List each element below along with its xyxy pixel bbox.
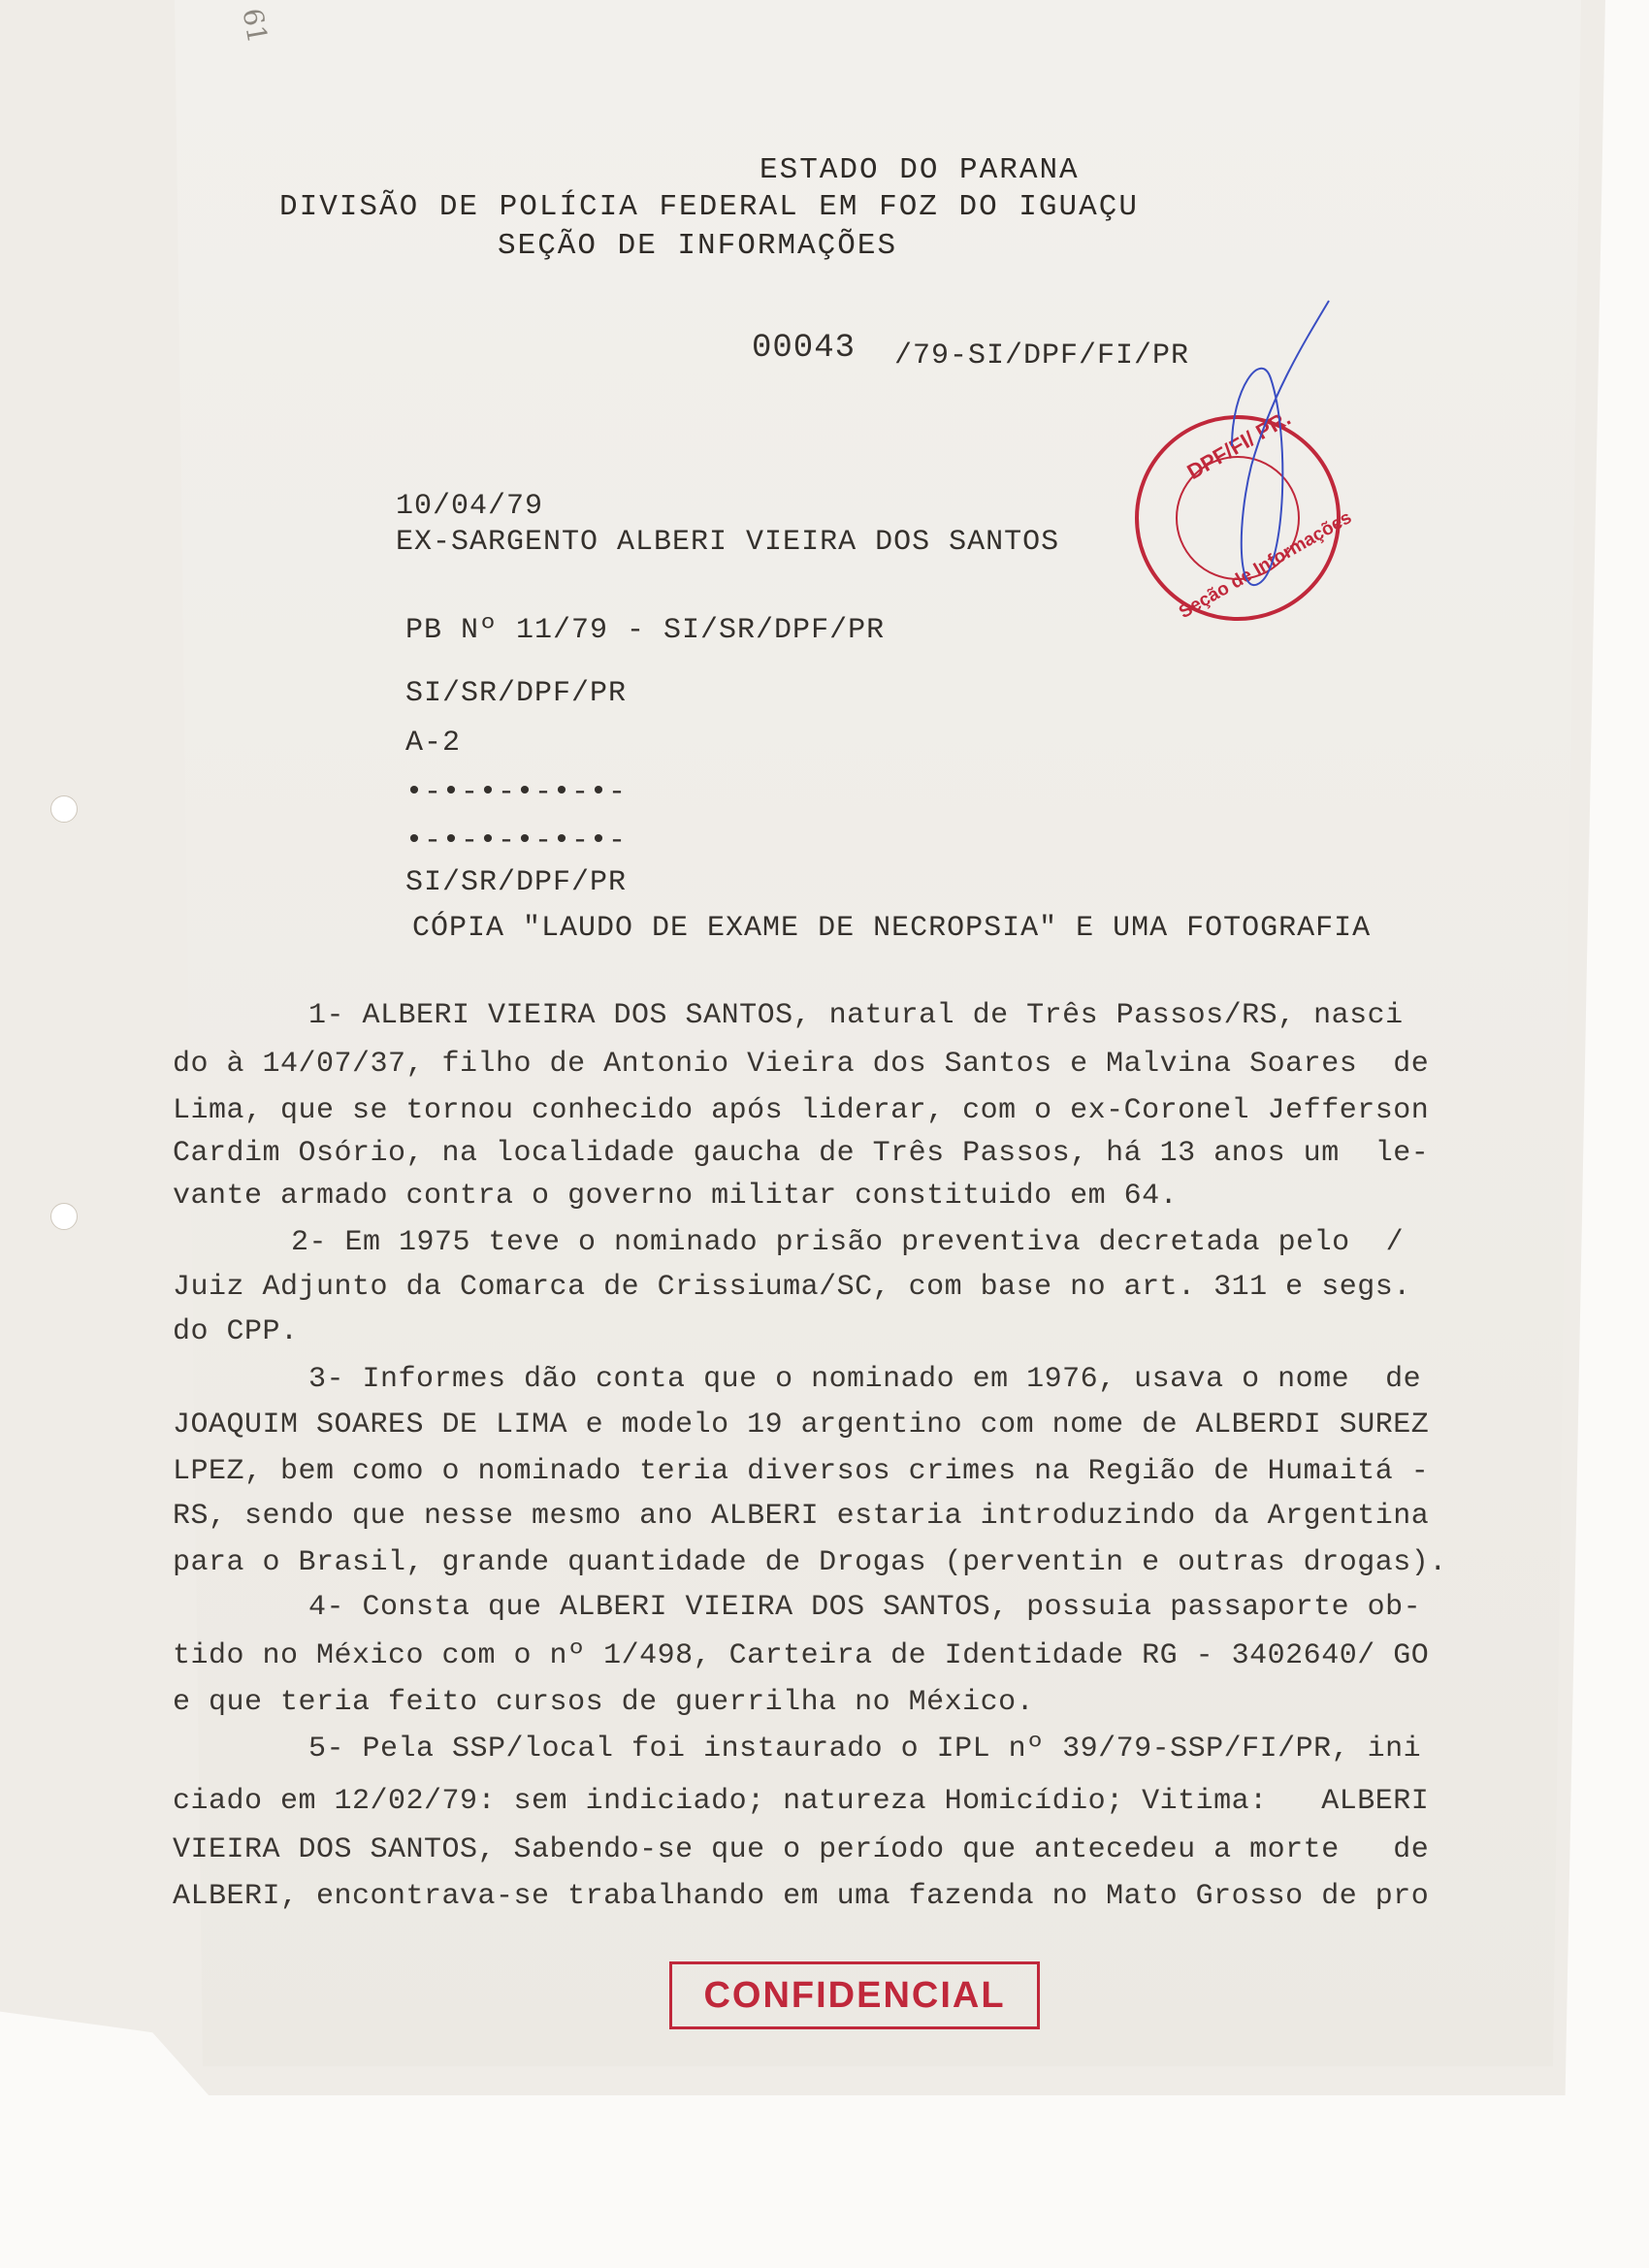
field-separator: •-•-•-•-•-•- <box>405 776 628 809</box>
body-line: ciado em 12/02/79: sem indiciado; natureza Homicídio; Vitima: ALBERI <box>173 1785 1430 1818</box>
confidential-stamp-text: CONFIDENCIAL <box>703 1974 1006 2016</box>
body-line: VIEIRA DOS SANTOS, Sabendo-se que o período que antecedeu a morte de <box>173 1833 1430 1866</box>
header-division: DIVISÃO DE POLÍCIA FEDERAL EM FOZ DO IGUAÇU <box>279 190 1139 224</box>
body-line: RS, sendo que nesse mesmo ano ALBERI estaria introduzindo da Argentina <box>173 1500 1430 1533</box>
header-state: ESTADO DO PARANA <box>760 153 1080 187</box>
body-line: e que teria feito cursos de guerrilha no México. <box>173 1686 1035 1719</box>
body-line: Cardim Osório, na localidade gaucha de Três Passos, há 13 anos um le- <box>173 1137 1430 1170</box>
field-subject: EX-SARGENTO ALBERI VIEIRA DOS SANTOS <box>396 526 1060 559</box>
pen-signature-scribble <box>1193 291 1339 640</box>
body-line: JOAQUIM SOARES DE LIMA e modelo 19 argentino com nome de ALBERDI SUREZ <box>173 1409 1430 1442</box>
doc-number-prefix: 00043 <box>752 330 857 367</box>
body-line: Lima, que se tornou conhecido após liderar, com o ex-Coronel Jefferson <box>173 1094 1430 1127</box>
body-line: 4- Consta que ALBERI VIEIRA DOS SANTOS, possuia passaporte ob- <box>308 1591 1422 1624</box>
body-line: vante armado contra o governo militar constituido em 64. <box>173 1180 1179 1213</box>
punch-hole <box>50 795 78 823</box>
body-line: do CPP. <box>173 1315 299 1348</box>
seal-bottom-text: Seção de Informações <box>1176 507 1356 624</box>
margin-page-number: 61 <box>236 6 275 46</box>
field-separator: •-•-•-•-•-•- <box>405 825 628 858</box>
body-line: LPEZ, bem como o nominado teria diversos crimes na Região de Humaitá - <box>173 1455 1430 1488</box>
body-line: do à 14/07/37, filho de Antonio Vieira dos Santos e Malvina Soares de <box>173 1048 1430 1081</box>
field-distribution: SI/SR/DPF/PR <box>405 866 628 899</box>
body-line: Juiz Adjunto da Comarca de Crissiuma/SC, com base no art. 311 e segs. <box>173 1271 1411 1304</box>
field-evaluation: A-2 <box>405 727 462 760</box>
header-section: SEÇÃO DE INFORMAÇÕES <box>498 229 898 263</box>
doc-number-suffix: /79-SI/DPF/FI/PR <box>894 340 1190 373</box>
body-line: ALBERI, encontrava-se trabalhando em uma fazenda no Mato Grosso de pro <box>173 1880 1430 1913</box>
seal-top-text: DPF/FI/ PR. <box>1182 405 1295 485</box>
field-date: 10/04/79 <box>396 490 544 523</box>
field-origin: SI/SR/DPF/PR <box>405 677 628 710</box>
body-line: tido no México com o nº 1/498, Carteira de Identidade RG - 3402640/ GO <box>173 1639 1430 1672</box>
punch-hole <box>50 1203 78 1230</box>
confidential-stamp <box>669 1961 1040 2029</box>
field-reference: PB Nº 11/79 - SI/SR/DPF/PR <box>405 614 886 647</box>
body-line: 1- ALBERI VIEIRA DOS SANTOS, natural de Três Passos/RS, nasci <box>308 999 1404 1032</box>
body-line: 3- Informes dão conta que o nominado em 1976, usava o nome de <box>308 1363 1422 1396</box>
body-line: 2- Em 1975 teve o nominado prisão preventiva decretada pelo / <box>291 1226 1405 1259</box>
body-line: para o Brasil, grande quantidade de Drogas (perventin e outras drogas). <box>173 1546 1447 1579</box>
body-line: 5- Pela SSP/local foi instaurado o IPL nº 39/79-SSP/FI/PR, ini <box>308 1733 1422 1766</box>
field-attachment: CÓPIA "LAUDO DE EXAME DE NECROPSIA" E UMA FOTOGRAFIA <box>412 912 1372 945</box>
